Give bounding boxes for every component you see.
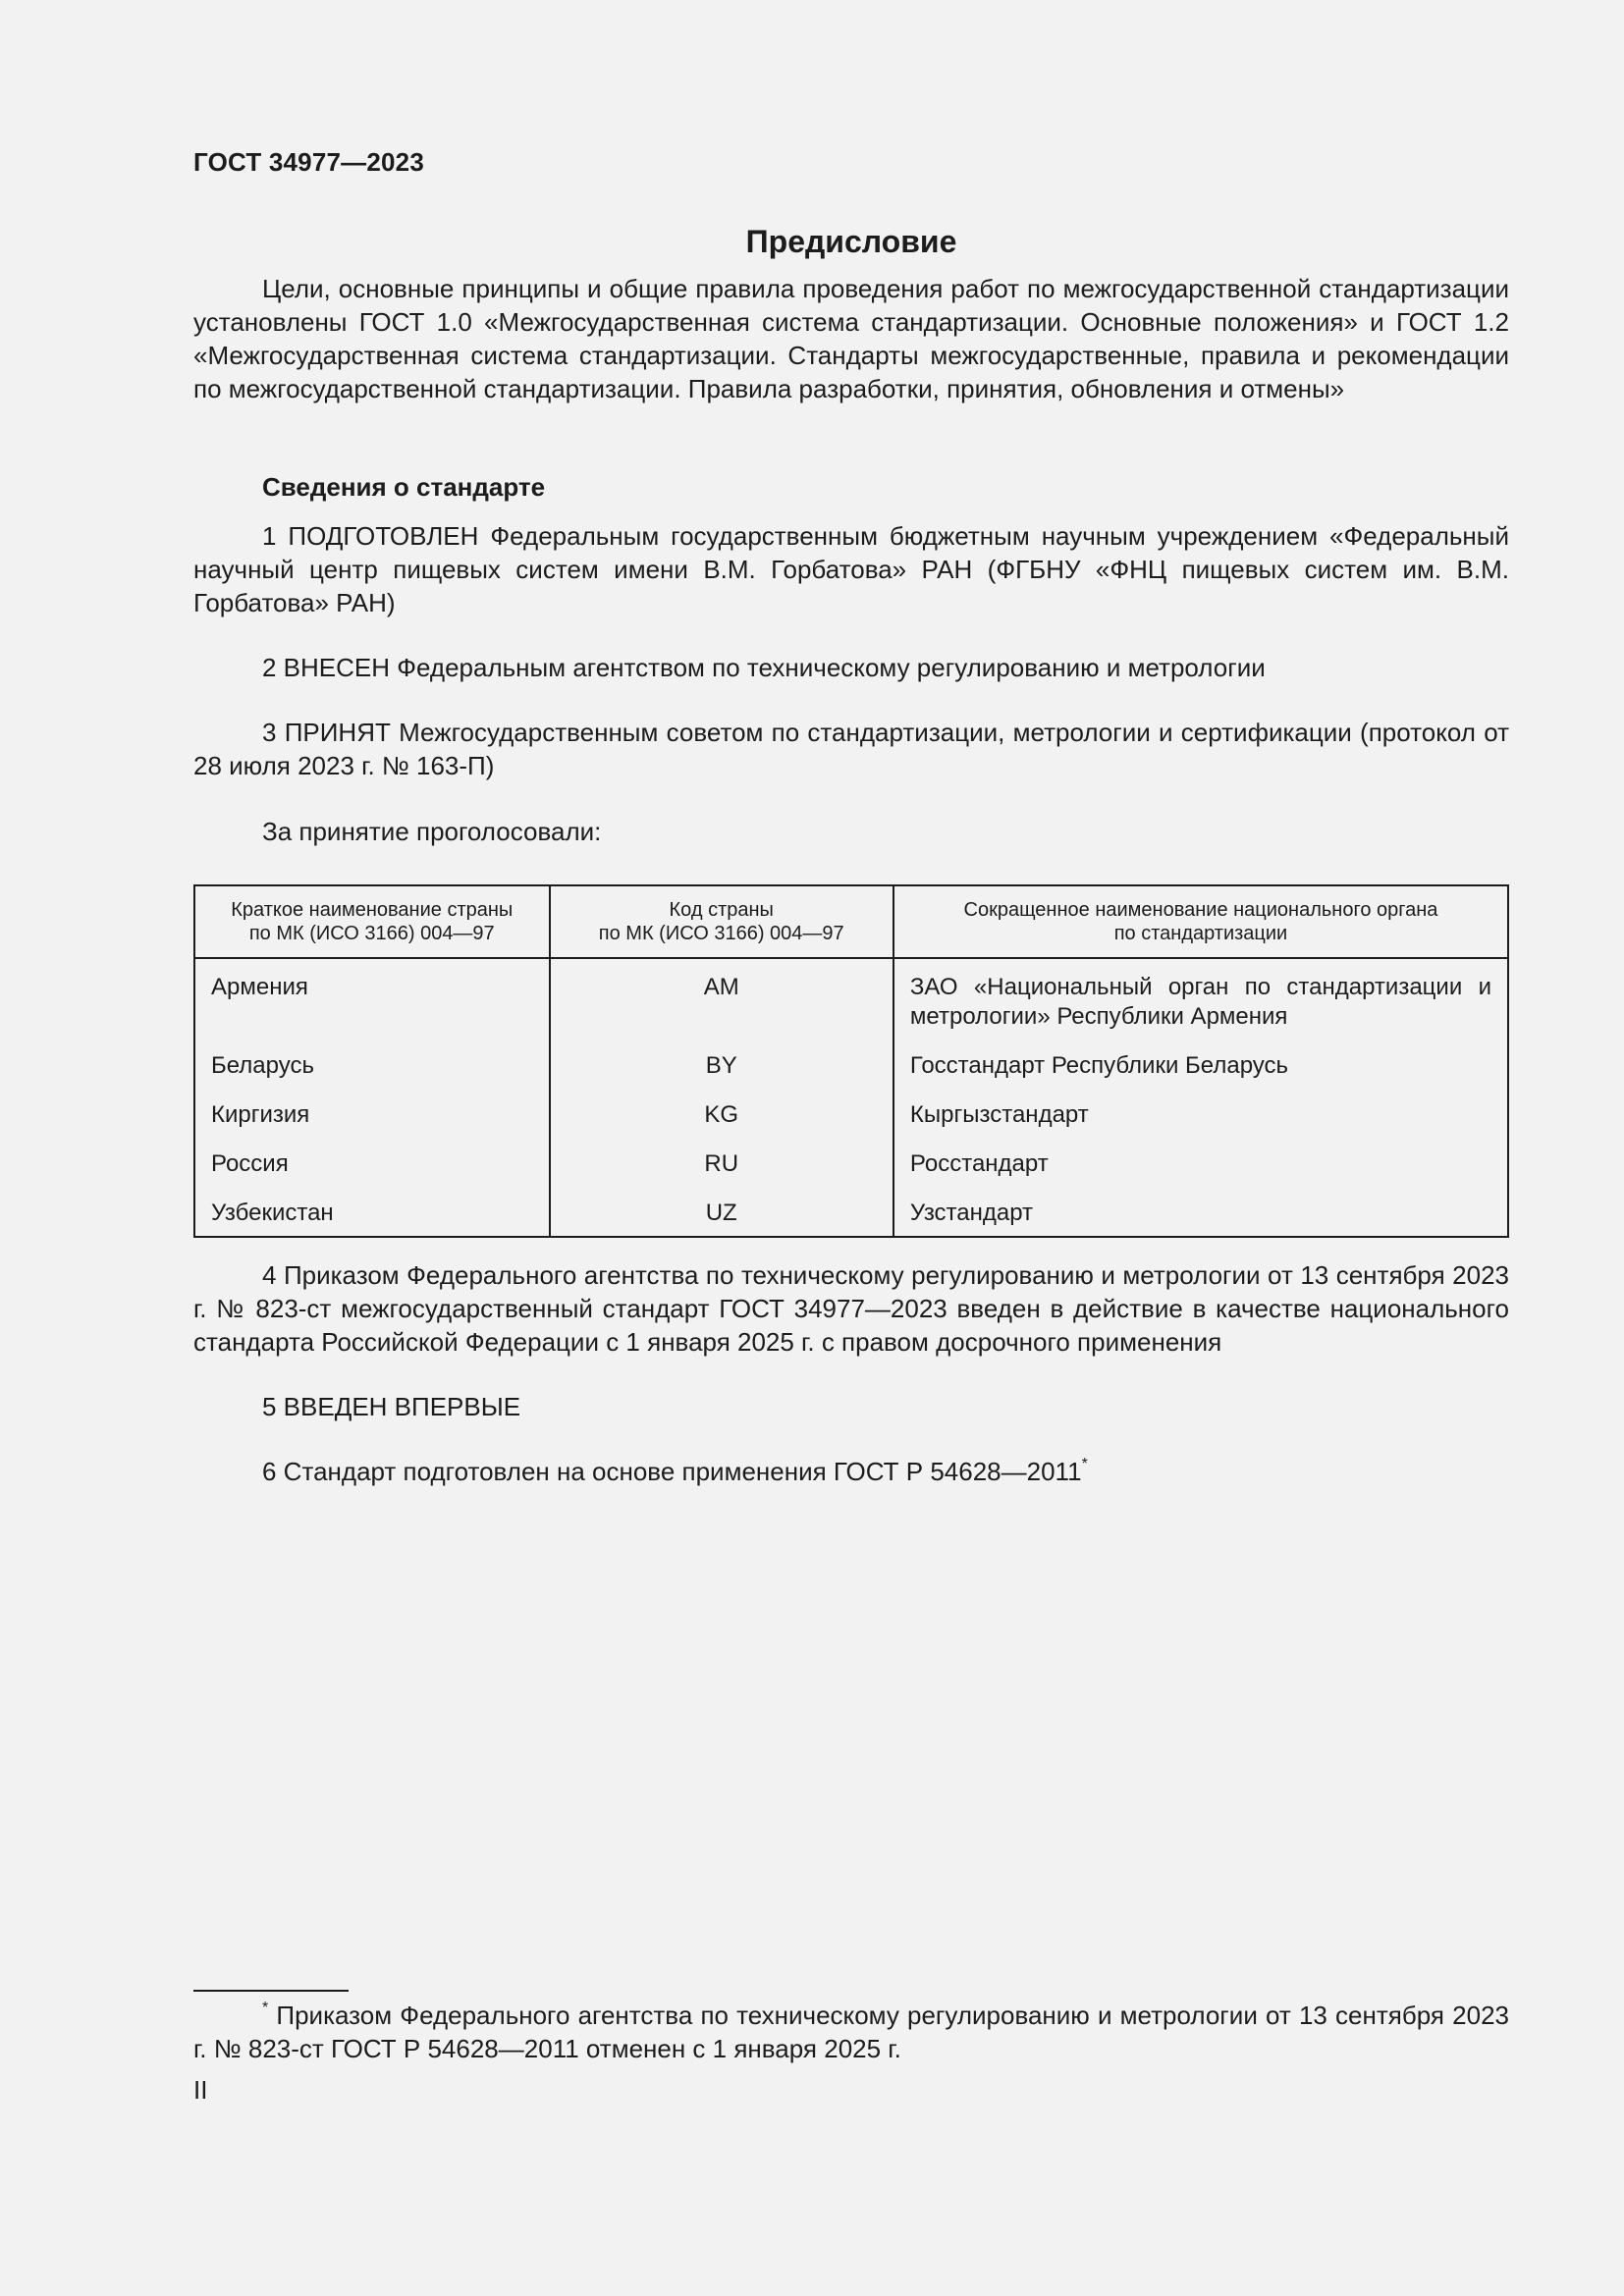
code-cell: RU [550, 1142, 893, 1191]
org-cell: Узстандарт [893, 1191, 1508, 1237]
footnote-divider [193, 1990, 349, 1992]
code-cell: KG [550, 1093, 893, 1142]
country-cell: Киргизия [194, 1093, 550, 1142]
country-cell: Россия [194, 1142, 550, 1191]
table-row [194, 1093, 1508, 1142]
page-number: II [193, 2075, 208, 2105]
country-cell: Армения [194, 958, 550, 1043]
document-code: ГОСТ 34977—2023 [193, 147, 424, 177]
country-cell: Беларусь [194, 1043, 550, 1093]
table-row [194, 1043, 1508, 1093]
footnote-mark: * [262, 2000, 269, 2016]
item-2-submitted: 2 ВНЕСЕН Федеральным агентством по техническому регулированию и метрологии [262, 653, 1266, 682]
item-6-text: 6 Стандарт подготовлен на основе применения ГОСТ Р 54628—2011 [262, 1457, 1082, 1486]
header-country: Краткое наименование страны по МК (ИСО 3166) 004—97 [194, 885, 550, 958]
code-cell: UZ [550, 1191, 893, 1237]
item-3-adopted: 3 ПРИНЯТ Межгосударственным советом по стандартизации, метрологии и сертификации (протокол от 28 июля 2023 г. № 163-П) [193, 718, 1509, 780]
country-cell: Узбекистан [194, 1191, 550, 1237]
code-cell: AM [550, 958, 893, 1043]
item-5-introduced: 5 ВВЕДЕН ВПЕРВЫЕ [262, 1392, 521, 1421]
org-cell: Росстандарт [893, 1142, 1508, 1191]
item-4-order: 4 Приказом Федерального агентства по техническому регулированию и метрологии от 13 сентября 2023 г. № 823-ст межгосударственный стандарт ГОСТ 34977—2023 введен в действие в качестве национального стандарта Российской Федерации с 1 января 2025 г. с правом досрочного применения [193, 1260, 1509, 1357]
item-6-basis [193, 1455, 1509, 1488]
code-cell: BY [550, 1043, 893, 1093]
intro-paragraph: Цели, основные принципы и общие правила проведения работ по межгосударственной стандартизации установлены ГОСТ 1.0 «Межгосударственная система стандартизации. Основные положения» и ГОСТ 1.2 «Межгосударственная система стандартизации. Стандарты межгосударственные, правила и рекомендации по межгосударственной стандартизации. Правила разработки, принятия, обновления и отмены» [193, 274, 1509, 403]
table-row [194, 1142, 1508, 1191]
header-org: Сокращенное наименование национального органа по стандартизации [893, 885, 1508, 958]
table-row [194, 958, 1508, 1043]
voting-countries-table [193, 884, 1509, 1238]
vote-intro: За принятие проголосовали: [262, 817, 602, 846]
footnote [193, 1999, 1509, 2065]
org-cell: Кыргызстандарт [893, 1093, 1508, 1142]
footnote-text: Приказом Федерального агентства по техническому регулированию и метрологии от 13 сентября 2023 г. № 823-ст ГОСТ Р 54628—2011 отменен с 1 января 2025 г. [193, 2001, 1509, 2063]
table-row [194, 1191, 1508, 1237]
table-header-row [194, 885, 1508, 958]
org-cell: ЗАО «Национальный орган по стандартизации и метрологии» Республики Армения [893, 958, 1508, 1043]
org-cell: Госстандарт Республики Беларусь [893, 1043, 1508, 1093]
page-title: Предисловие [745, 224, 957, 259]
footnote-reference: * [1081, 1456, 1088, 1472]
section-heading: Сведения о стандарте [262, 472, 546, 502]
item-1-prepared: 1 ПОДГОТОВЛЕН Федеральным государственным бюджетным научным учреждением «Федеральный научный центр пищевых систем имени В.М. Горбатова» РАН (ФГБНУ «ФНЦ пищевых систем им. В.М. Горбатова» РАН) [193, 521, 1509, 617]
header-code: Код страны по МК (ИСО 3166) 004—97 [550, 885, 893, 958]
